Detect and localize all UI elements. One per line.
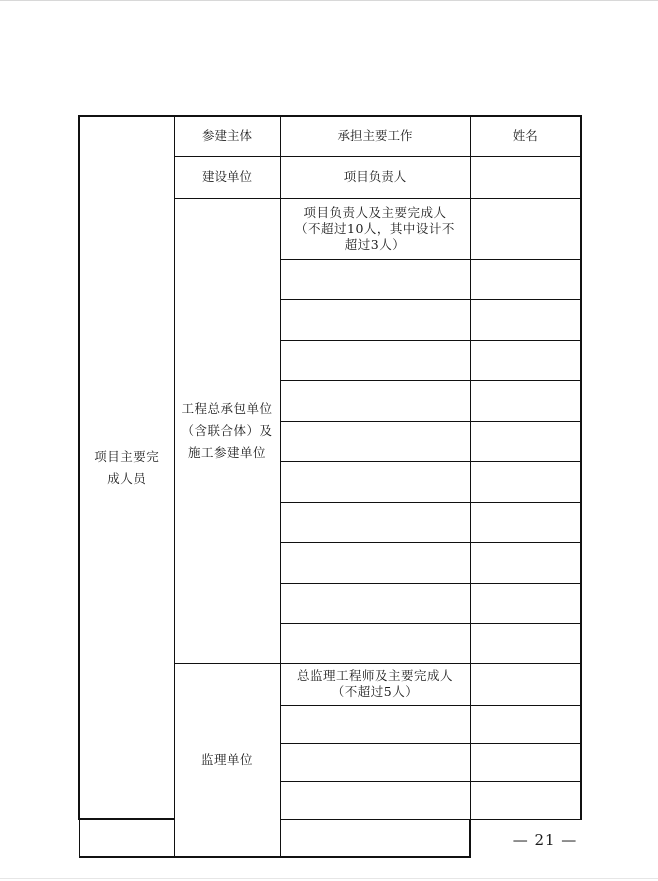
contractor-name-cell[interactable] — [470, 380, 581, 421]
supervision-work-cell[interactable] — [280, 705, 470, 743]
contractor-name-cell[interactable] — [470, 542, 581, 583]
contractor-name-cell[interactable] — [470, 340, 581, 380]
supervision-role-name-cell[interactable] — [470, 663, 581, 705]
page-bottom-rule — [0, 878, 658, 879]
header-name: 姓名 — [470, 116, 581, 156]
supervision-name-cell[interactable] — [280, 819, 470, 857]
page-number: — 21 — — [512, 831, 578, 849]
contractor-work-cell[interactable] — [280, 421, 470, 461]
supervision-name-cell[interactable] — [470, 743, 581, 781]
supervision-work-cell[interactable] — [280, 743, 470, 781]
header-main-work: 承担主要工作 — [280, 116, 470, 156]
supervision-name-cell[interactable] — [470, 705, 581, 743]
contractor-name-cell[interactable] — [470, 583, 581, 623]
contractor-name-cell[interactable] — [470, 299, 581, 340]
contractor-work-cell[interactable] — [280, 380, 470, 421]
contractor-name-cell[interactable] — [470, 461, 581, 502]
supervision-unit-label: 监理单位 — [200, 751, 253, 767]
construction-unit-label: 建设单位 — [174, 156, 280, 198]
section-label-cell — [79, 116, 174, 819]
contractor-unit-label: 工程总承包单位（含联合体）及施工参建单位 — [181, 400, 273, 460]
supervision-unit-label-cell — [174, 663, 280, 857]
contractor-work-cell[interactable] — [280, 542, 470, 583]
supervision-role: 总监理工程师及主要完成人（不超过5人） — [296, 668, 453, 699]
supervision-work-cell[interactable] — [79, 819, 174, 857]
contractor-work-cell[interactable] — [280, 299, 470, 340]
contractor-name-cell[interactable] — [470, 421, 581, 461]
contractor-work-cell[interactable] — [280, 502, 470, 542]
contractor-work-cell[interactable] — [280, 623, 470, 663]
section-label: 项目主要完成人员 — [94, 448, 160, 486]
contractor-work-cell[interactable] — [280, 461, 470, 502]
contractor-name-cell[interactable] — [470, 502, 581, 542]
contractor-name-cell[interactable] — [470, 259, 581, 299]
header-row — [79, 116, 581, 156]
supervision-name-cell[interactable] — [470, 781, 581, 819]
construction-unit-role: 项目负责人 — [280, 156, 470, 198]
contractor-work-cell[interactable] — [280, 583, 470, 623]
supervision-role-cell — [280, 663, 470, 705]
contractor-unit-label-cell — [174, 198, 280, 663]
contractor-name-cell[interactable] — [470, 623, 581, 663]
construction-unit-name-cell[interactable] — [470, 156, 581, 198]
header-participant: 参建主体 — [174, 116, 280, 156]
contractor-work-cell[interactable] — [280, 340, 470, 380]
main-completion-personnel-table — [78, 115, 582, 858]
contractor-role-name-cell[interactable] — [470, 198, 581, 259]
contractor-role-cell — [280, 198, 470, 259]
supervision-work-cell[interactable] — [280, 781, 470, 819]
page-top-rule — [0, 0, 658, 1]
contractor-work-cell[interactable] — [280, 259, 470, 299]
contractor-role: 项目负责人及主要完成人（不超过10人，其中设计不超过3人） — [295, 204, 455, 252]
